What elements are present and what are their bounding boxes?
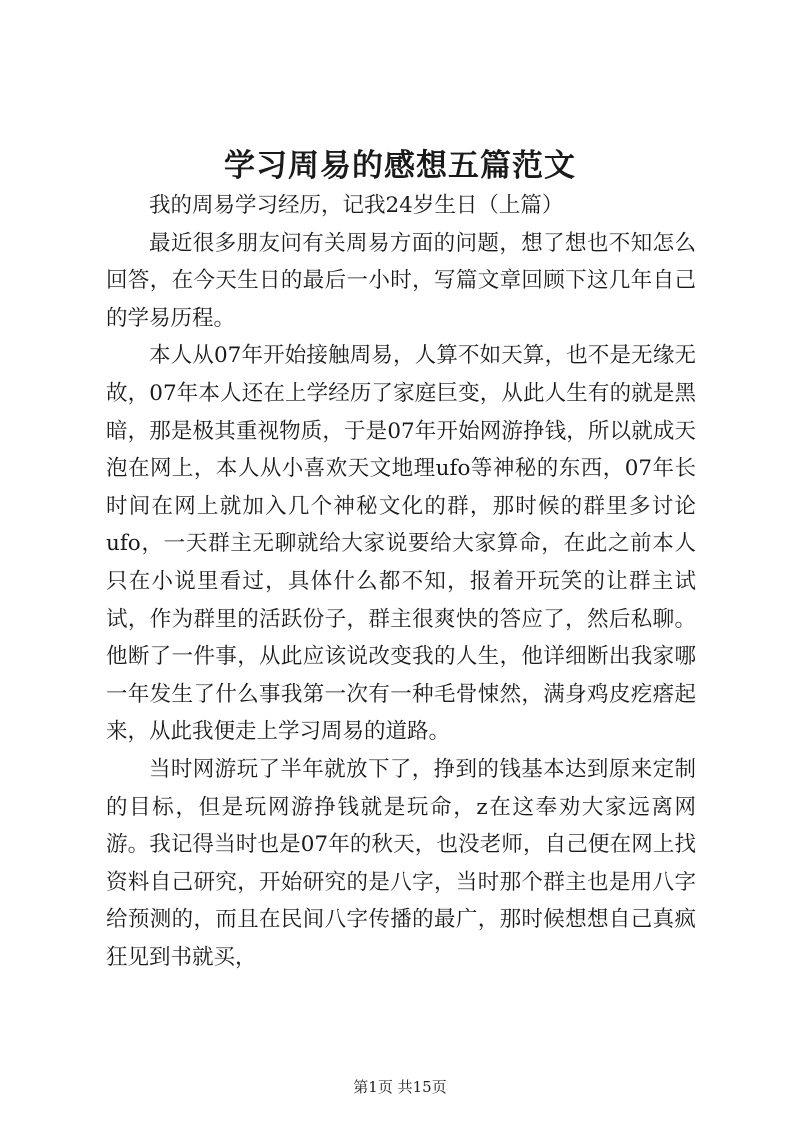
paragraph-subtitle: 我的周易学习经历，记我24岁生日（上篇） — [149, 193, 564, 218]
paragraph: 最近很多朋友问有关周易方面的问题，想了想也不知怎么回答，在今天生日的最后一小时，写篇文章回顾下这几年自己的学易历程。 — [106, 230, 696, 331]
page-footer: 第1页 共15页 — [353, 1078, 447, 1096]
page-title: 学习周易的感想五篇范文 — [224, 148, 576, 184]
paragraph: 本人从07年开始接触周易，人算不如天算，也不是无缘无故，07年本人还在上学经历了家庭巨变，从此人生有的就是黑暗，那是极其重视物质，于是07年开始网游挣钱，所以就成天泡在网上，本人从小喜欢天文地理ufo等神秘的东西，07年长时间在网上就加入几个神秘文化的群，那时候的群里多讨论ufo，一天群主无聊就给大家说要给大家算命，在此之前本人只在小说里看过，具体什么都不知，报着开玩笑的让群主试试，作为群里的活跃份子，群主很爽快的答应了，然后私聊。他断了一件事，从此应该说改变我的人生，他详细断出我家哪一年发生了什么事我第一次有一种毛骨悚然，满身鸡皮疙瘩起来，从此我便走上学习周易的道路。 — [106, 343, 696, 745]
paragraph: 当时网游玩了半年就放下了，挣到的钱基本达到原来定制的目标，但是玩网游挣钱就是玩命，z在这奉劝大家远离网游。我记得当时也是07年的秋天，也没老师，自己便在网上找资料自己研究，开始研究的是八字，当时那个群主也是用八字给预测的，而且在民间八字传播的最广，那时候想想自己真疯狂见到书就买， — [106, 756, 696, 970]
document-body — [106, 187, 696, 976]
